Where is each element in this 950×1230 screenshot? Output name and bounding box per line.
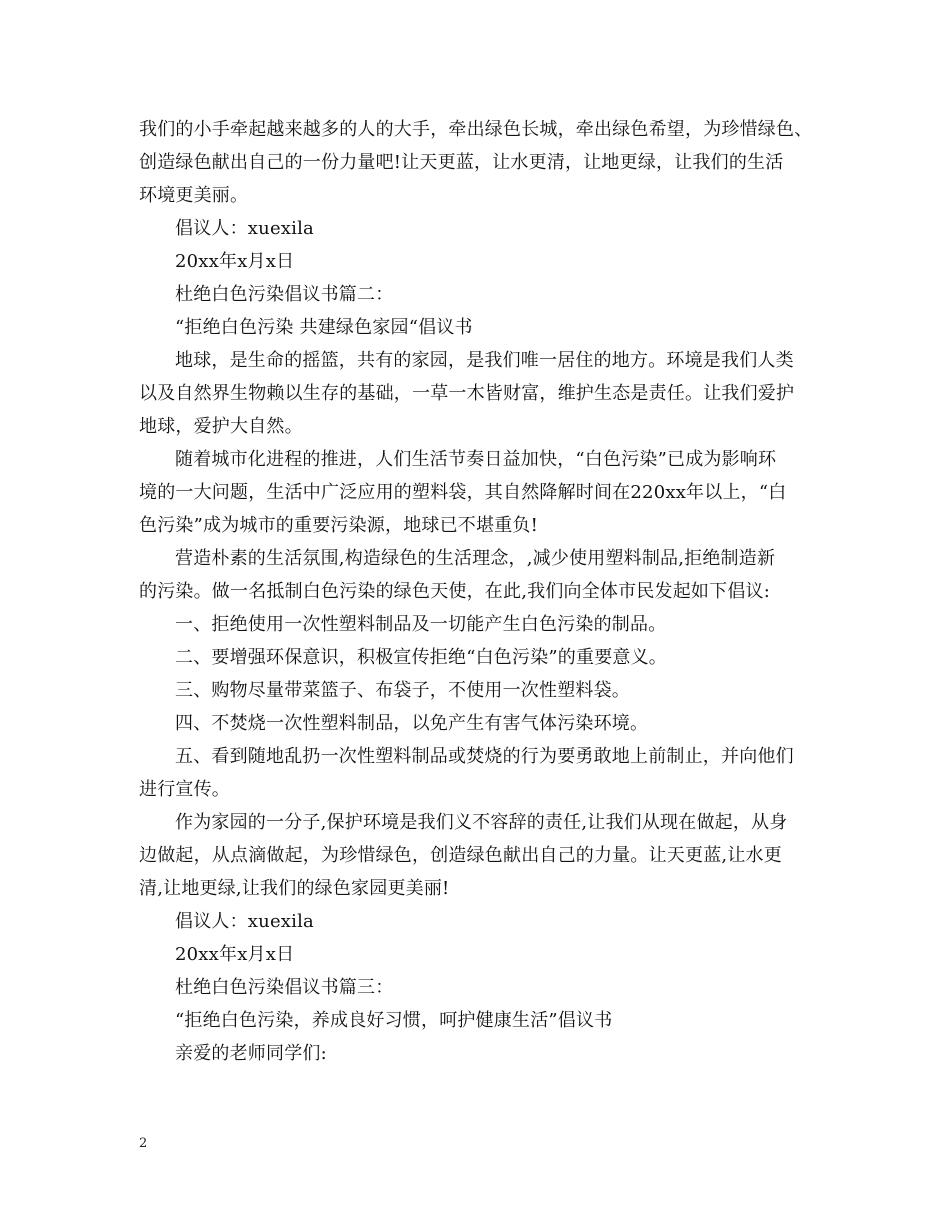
text-line: 边做起，从点滴做起，为珍惜绿色，创造绿色献出自己的力量。让天更蓝,让水更: [139, 845, 782, 866]
text-line: 营造朴素的生活氛围,构造绿色的生活理念，,减少使用塑料制品,拒绝制造新: [175, 548, 776, 569]
text-line: 20xx年x月x日: [175, 944, 295, 965]
text-line: 二、要增强环保意识，积极宣传拒绝“白色污染”的重要意义。: [175, 647, 668, 668]
text-line: 杜绝白色污染倡议书篇三：: [175, 977, 394, 998]
text-line: 的污染。做一名抵制白色污染的绿色天使，在此,我们向全体市民发起如下倡议:: [139, 581, 770, 602]
text-line: 杜绝白色污染倡议书篇二：: [175, 284, 394, 305]
text-line: 创造绿色献出自己的一份力量吧!让天更蓝，让水更清，让地更绿，让我们的生活: [139, 152, 784, 173]
text-line: 境的一大问题，生活中广泛应用的塑料袋，其自然降解时间在220xx年以上，“白: [139, 482, 787, 503]
text-line: 作为家园的一分子,保护环境是我们义不容辞的责任,让我们从现在做起，从身: [175, 812, 788, 833]
text-line: 地球，是生命的摇篮，共有的家园，是我们唯一居住的地方。环境是我们人类: [175, 350, 794, 371]
text-line: 一、拒绝使用一次性塑料制品及一切能产生白色污染的制品。: [175, 614, 667, 635]
text-line: 倡议人：xuexila: [175, 218, 314, 239]
document-body: [139, 113, 839, 1070]
text-line: 五、看到随地乱扔一次性塑料制品或焚烧的行为要勇敢地上前制止，并向他们: [175, 746, 794, 767]
text-line: 色污染”成为城市的重要污染源，地球已不堪重负!: [139, 515, 539, 536]
text-line: 清,让地更绿,让我们的绿色家园更美丽!: [139, 878, 450, 899]
text-line: 四、不焚烧一次性塑料制品，以免产生有害气体污染环境。: [175, 713, 649, 734]
text-line: 地球，爱护大自然。: [139, 416, 303, 437]
text-line: “拒绝白色污染，养成良好习惯，呵护健康生活”倡议书: [175, 1010, 613, 1031]
text-line: 我们的小手牵起越来越多的人的大手，牵出绿色长城，牵出绿色希望，为珍惜绿色、: [139, 119, 813, 140]
text-line: 以及自然界生物赖以生存的基础，一草一木皆财富，维护生态是责任。让我们爱护: [139, 383, 795, 404]
page-number: 2: [139, 1136, 148, 1151]
text-line: 20xx年x月x日: [175, 251, 295, 272]
text-line: 进行宣传。: [139, 779, 230, 800]
text-line: “拒绝白色污染 共建绿色家园“倡议书: [175, 317, 473, 338]
text-line: 三、购物尽量带菜篮子、布袋子，不使用一次性塑料袋。: [175, 680, 630, 701]
text-line: 亲爱的老师同学们:: [175, 1043, 327, 1064]
text-line: 倡议人：xuexila: [175, 911, 314, 932]
text-line: 随着城市化进程的推进，人们生活节奏日益加快，“白色污染”已成为影响环: [175, 449, 777, 470]
text-line: 环境更美丽。: [139, 185, 249, 206]
